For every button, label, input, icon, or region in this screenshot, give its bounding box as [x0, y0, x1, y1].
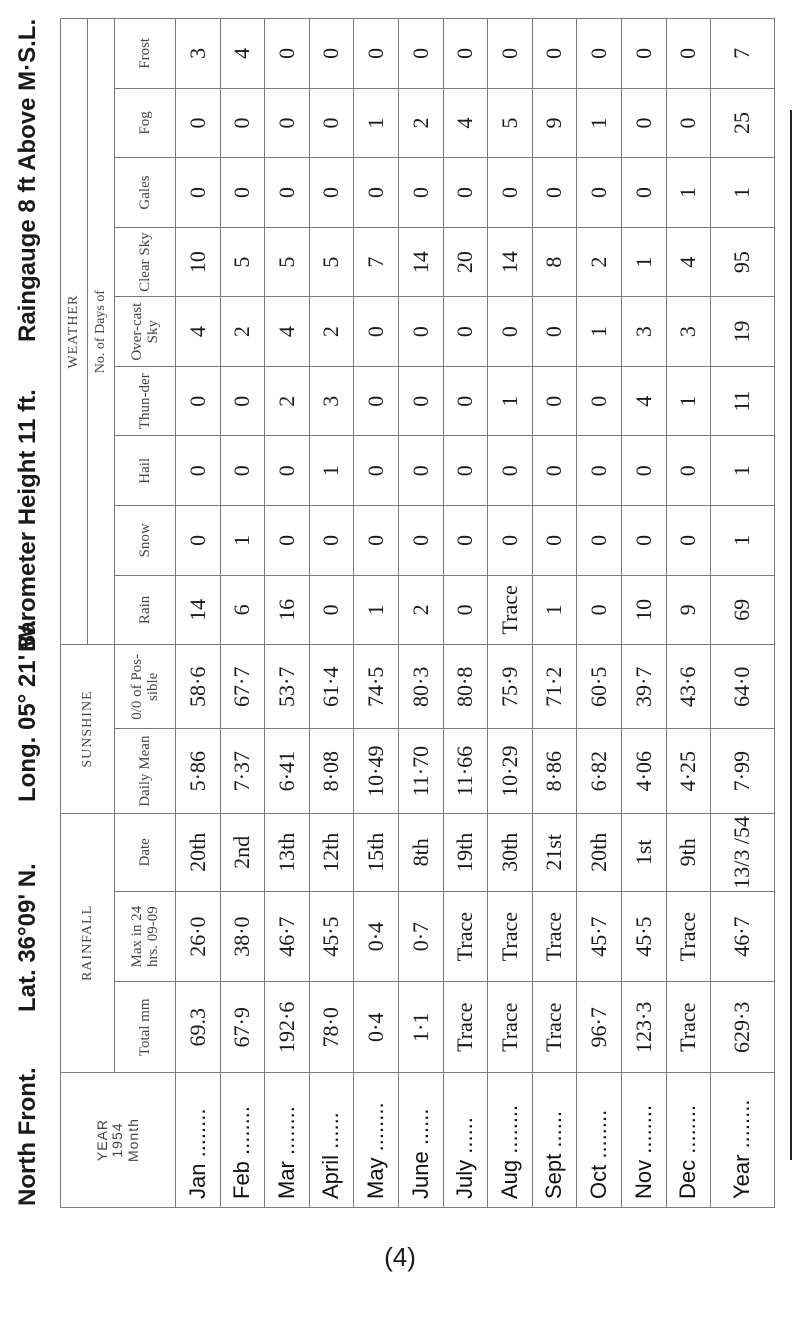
- cell-daily-mean: 10·29: [488, 729, 533, 813]
- cell-frost: 0: [265, 19, 310, 89]
- cell-date: 20th: [577, 813, 622, 891]
- cell-rain: 1: [354, 575, 399, 645]
- cell-pct-possible: 75·9: [488, 645, 533, 729]
- cell-gales: 0: [309, 158, 354, 228]
- cell-fog: 5: [488, 88, 533, 158]
- cell-gales: 1: [711, 158, 775, 228]
- year-month-header: [61, 1073, 176, 1208]
- cell-total: 192·6: [265, 982, 310, 1073]
- cell-overcast: 0: [532, 297, 577, 367]
- cell-total: 78·0: [309, 982, 354, 1073]
- cell-clear: 14: [398, 227, 443, 297]
- cell-pct-possible: 60·5: [577, 645, 622, 729]
- month-cell: April ......: [309, 1073, 354, 1208]
- month-cell: July ......: [443, 1073, 488, 1208]
- cell-rain: 2: [398, 575, 443, 645]
- cell-gales: 0: [220, 158, 265, 228]
- cell-pct-possible: 39·7: [621, 645, 666, 729]
- month-cell: Sept ......: [532, 1073, 577, 1208]
- cell-fog: 1: [577, 88, 622, 158]
- cell-fog: 25: [711, 88, 775, 158]
- cell-date: 2nd: [220, 813, 265, 891]
- cell-clear: 2: [577, 227, 622, 297]
- cell-hail: 0: [354, 436, 399, 506]
- cell-pct-possible: 80·8: [443, 645, 488, 729]
- cell-thunder: 0: [443, 366, 488, 436]
- cell-thunder: 11: [711, 366, 775, 436]
- cell-frost: 0: [309, 19, 354, 89]
- table-row: [666, 19, 711, 1208]
- col-pct-possible: 0/0 of Pos-sible: [115, 645, 176, 729]
- cell-snow: 0: [577, 506, 622, 576]
- cell-date: 19th: [443, 813, 488, 891]
- cell-clear: 4: [666, 227, 711, 297]
- cell-snow: 1: [711, 506, 775, 576]
- cell-hail: 1: [309, 436, 354, 506]
- cell-hail: 0: [532, 436, 577, 506]
- cell-max24: Trace: [488, 891, 533, 982]
- month-cell: Oct ........: [577, 1073, 622, 1208]
- cell-clear: 1: [621, 227, 666, 297]
- col-total: Total mm: [115, 982, 176, 1073]
- cell-frost: 0: [354, 19, 399, 89]
- cell-rain: Trace: [488, 575, 533, 645]
- cell-clear: 7: [354, 227, 399, 297]
- cell-date: 1st: [621, 813, 666, 891]
- cell-daily-mean: 7·99: [711, 729, 775, 813]
- col-thunder: Thun-der: [115, 366, 176, 436]
- cell-frost: 0: [621, 19, 666, 89]
- cell-thunder: 1: [488, 366, 533, 436]
- cell-clear: 5: [220, 227, 265, 297]
- cell-overcast: 0: [488, 297, 533, 367]
- cell-snow: 0: [488, 506, 533, 576]
- month-cell: Jan ........: [176, 1073, 221, 1208]
- right-border-rule: [790, 110, 792, 1160]
- cell-snow: 0: [176, 506, 221, 576]
- month-cell: June ......: [398, 1073, 443, 1208]
- cell-gales: 0: [176, 158, 221, 228]
- cell-snow: 0: [443, 506, 488, 576]
- cell-overcast: 1: [577, 297, 622, 367]
- cell-overcast: 0: [398, 297, 443, 367]
- cell-thunder: 0: [398, 366, 443, 436]
- weather-group: WEATHER: [61, 19, 88, 645]
- rotated-page: [0, 2, 800, 1212]
- cell-total: 0·4: [354, 982, 399, 1073]
- table-row: [354, 19, 399, 1208]
- month-cell: Year ........: [711, 1073, 775, 1208]
- cell-date: 9th: [666, 813, 711, 891]
- cell-frost: 0: [666, 19, 711, 89]
- cell-snow: 0: [666, 506, 711, 576]
- table-row: [532, 19, 577, 1208]
- table-row: [265, 19, 310, 1208]
- table-row: [621, 19, 666, 1208]
- cell-thunder: 2: [265, 366, 310, 436]
- month-cell: May ........: [354, 1073, 399, 1208]
- cell-total: 629·3: [711, 982, 775, 1073]
- cell-frost: 4: [220, 19, 265, 89]
- cell-snow: 0: [398, 506, 443, 576]
- cell-pct-possible: 71·2: [532, 645, 577, 729]
- cell-hail: 0: [577, 436, 622, 506]
- cell-rain: 9: [666, 575, 711, 645]
- cell-thunder: 0: [220, 366, 265, 436]
- station-header: [0, 2, 52, 1212]
- cell-total: 67·9: [220, 982, 265, 1073]
- cell-daily-mean: 8·86: [532, 729, 577, 813]
- cell-date: 30th: [488, 813, 533, 891]
- cell-rain: 16: [265, 575, 310, 645]
- cell-overcast: 0: [443, 297, 488, 367]
- cell-frost: 7: [711, 19, 775, 89]
- cell-fog: 0: [176, 88, 221, 158]
- col-snow: Snow: [115, 506, 176, 576]
- cell-max24: 45·5: [309, 891, 354, 982]
- cell-max24: 0·4: [354, 891, 399, 982]
- cell-max24: Trace: [666, 891, 711, 982]
- cell-hail: 0: [398, 436, 443, 506]
- month-cell: Mar ........: [265, 1073, 310, 1208]
- cell-date: 21st: [532, 813, 577, 891]
- cell-daily-mean: 8·08: [309, 729, 354, 813]
- cell-frost: 0: [443, 19, 488, 89]
- cell-pct-possible: 53·7: [265, 645, 310, 729]
- page-number: (4): [384, 1242, 416, 1272]
- cell-rain: 0: [443, 575, 488, 645]
- cell-date: 12th: [309, 813, 354, 891]
- sunshine-group: SUNSHINE: [61, 645, 115, 814]
- col-frost: Frost: [115, 19, 176, 89]
- cell-hail: 0: [265, 436, 310, 506]
- cell-thunder: 0: [176, 366, 221, 436]
- cell-hail: 0: [176, 436, 221, 506]
- table-row: [176, 19, 221, 1208]
- cell-hail: 0: [621, 436, 666, 506]
- cell-pct-possible: 58·6: [176, 645, 221, 729]
- longitude: Long. 05° 21' W.: [14, 619, 41, 802]
- month-label: Month: [124, 1118, 141, 1163]
- cell-overcast: 4: [176, 297, 221, 367]
- cell-date: 8th: [398, 813, 443, 891]
- cell-rain: 10: [621, 575, 666, 645]
- cell-overcast: 2: [309, 297, 354, 367]
- cell-clear: 14: [488, 227, 533, 297]
- cell-hail: 0: [220, 436, 265, 506]
- cell-gales: 0: [488, 158, 533, 228]
- cell-daily-mean: 7·37: [220, 729, 265, 813]
- cell-pct-possible: 67·7: [220, 645, 265, 729]
- cell-hail: 0: [443, 436, 488, 506]
- cell-fog: 0: [621, 88, 666, 158]
- cell-pct-possible: 43·6: [666, 645, 711, 729]
- cell-date: 13/3 /54: [711, 813, 775, 891]
- cell-total: 123·3: [621, 982, 666, 1073]
- col-gales: Gales: [115, 158, 176, 228]
- cell-gales: 0: [265, 158, 310, 228]
- table-row: [220, 19, 265, 1208]
- cell-pct-possible: 64·0: [711, 645, 775, 729]
- latitude: Lat. 36°09' N.: [14, 863, 41, 1012]
- cell-daily-mean: 6·82: [577, 729, 622, 813]
- days-of-subheader: No. of Days of: [88, 19, 115, 645]
- cell-daily-mean: 6·41: [265, 729, 310, 813]
- table-row: [577, 19, 622, 1208]
- cell-hail: 1: [711, 436, 775, 506]
- month-cell: Aug ........: [488, 1073, 533, 1208]
- cell-fog: 0: [220, 88, 265, 158]
- cell-hail: 0: [666, 436, 711, 506]
- col-rain: Rain: [115, 575, 176, 645]
- cell-snow: 0: [265, 506, 310, 576]
- table-row: [398, 19, 443, 1208]
- cell-fog: 1: [354, 88, 399, 158]
- col-hail: Hail: [115, 436, 176, 506]
- cell-total: Trace: [488, 982, 533, 1073]
- cell-overcast: 19: [711, 297, 775, 367]
- cell-total: Trace: [443, 982, 488, 1073]
- cell-frost: 3: [176, 19, 221, 89]
- cell-snow: 1: [220, 506, 265, 576]
- cell-fog: 0: [265, 88, 310, 158]
- cell-fog: 9: [532, 88, 577, 158]
- cell-fog: 2: [398, 88, 443, 158]
- rainfall-group: RAINFALL: [61, 813, 115, 1072]
- cell-max24: 38·0: [220, 891, 265, 982]
- cell-rain: 69: [711, 575, 775, 645]
- barometer-height: Barometer Height 11 ft.: [14, 389, 41, 652]
- cell-date: 20th: [176, 813, 221, 891]
- col-max24: Max in 24 hrs. 09-09: [115, 891, 176, 982]
- cell-fog: 0: [309, 88, 354, 158]
- cell-snow: 0: [532, 506, 577, 576]
- cell-overcast: 4: [265, 297, 310, 367]
- cell-clear: 5: [265, 227, 310, 297]
- cell-gales: 0: [398, 158, 443, 228]
- cell-gales: 0: [443, 158, 488, 228]
- cell-daily-mean: 4·06: [621, 729, 666, 813]
- cell-overcast: 3: [666, 297, 711, 367]
- cell-clear: 5: [309, 227, 354, 297]
- month-cell: Dec ........: [666, 1073, 711, 1208]
- cell-gales: 0: [354, 158, 399, 228]
- raingauge-height: Raingauge 8 ft Above M·S.L.: [14, 18, 41, 342]
- cell-pct-possible: 61·4: [309, 645, 354, 729]
- cell-frost: 0: [398, 19, 443, 89]
- cell-total: 1·1: [398, 982, 443, 1073]
- cell-rain: 14: [176, 575, 221, 645]
- weather-table: [60, 18, 775, 1208]
- cell-snow: 0: [309, 506, 354, 576]
- cell-thunder: 0: [532, 366, 577, 436]
- cell-max24: 26·0: [176, 891, 221, 982]
- cell-frost: 0: [488, 19, 533, 89]
- cell-max24: Trace: [443, 891, 488, 982]
- cell-thunder: 4: [621, 366, 666, 436]
- cell-daily-mean: 11·70: [398, 729, 443, 813]
- cell-total: 69.3: [176, 982, 221, 1073]
- month-cell: Nov ........: [621, 1073, 666, 1208]
- table-row: [309, 19, 354, 1208]
- cell-pct-possible: 80·3: [398, 645, 443, 729]
- cell-clear: 20: [443, 227, 488, 297]
- cell-daily-mean: 10·49: [354, 729, 399, 813]
- cell-rain: 6: [220, 575, 265, 645]
- cell-hail: 0: [488, 436, 533, 506]
- cell-thunder: 1: [666, 366, 711, 436]
- cell-thunder: 0: [577, 366, 622, 436]
- cell-thunder: 3: [309, 366, 354, 436]
- cell-rain: 1: [532, 575, 577, 645]
- year-value: 1954: [109, 1122, 126, 1158]
- cell-date: 13th: [265, 813, 310, 891]
- cell-pct-possible: 74·5: [354, 645, 399, 729]
- cell-overcast: 3: [621, 297, 666, 367]
- cell-frost: 0: [532, 19, 577, 89]
- col-clear: Clear Sky: [115, 227, 176, 297]
- cell-snow: 0: [354, 506, 399, 576]
- table-row: [488, 19, 533, 1208]
- cell-overcast: 0: [354, 297, 399, 367]
- cell-max24: Trace: [532, 891, 577, 982]
- cell-max24: 46·7: [265, 891, 310, 982]
- cell-snow: 0: [621, 506, 666, 576]
- cell-rain: 0: [577, 575, 622, 645]
- cell-gales: 0: [621, 158, 666, 228]
- cell-clear: 10: [176, 227, 221, 297]
- cell-gales: 0: [532, 158, 577, 228]
- year-label: YEAR: [93, 1118, 110, 1162]
- cell-daily-mean: 4·25: [666, 729, 711, 813]
- month-cell: Feb ........: [220, 1073, 265, 1208]
- cell-max24: 46·7: [711, 891, 775, 982]
- year-total-row: [711, 19, 775, 1208]
- cell-max24: 45·7: [577, 891, 622, 982]
- station-name: North Front.: [14, 1067, 41, 1206]
- cell-thunder: 0: [354, 366, 399, 436]
- table-row: [443, 19, 488, 1208]
- cell-total: Trace: [666, 982, 711, 1073]
- table-body: [176, 19, 775, 1208]
- col-overcast: Over-cast Sky: [115, 297, 176, 367]
- cell-total: Trace: [532, 982, 577, 1073]
- cell-overcast: 2: [220, 297, 265, 367]
- cell-clear: 95: [711, 227, 775, 297]
- cell-gales: 1: [666, 158, 711, 228]
- cell-rain: 0: [309, 575, 354, 645]
- cell-total: 96·7: [577, 982, 622, 1073]
- cell-fog: 4: [443, 88, 488, 158]
- cell-daily-mean: 11·66: [443, 729, 488, 813]
- col-fog: Fog: [115, 88, 176, 158]
- cell-max24: 45·5: [621, 891, 666, 982]
- cell-daily-mean: 5·86: [176, 729, 221, 813]
- cell-gales: 0: [577, 158, 622, 228]
- cell-frost: 0: [577, 19, 622, 89]
- cell-max24: 0·7: [398, 891, 443, 982]
- col-daily-mean: Daily Mean: [115, 729, 176, 813]
- cell-fog: 0: [666, 88, 711, 158]
- cell-date: 15th: [354, 813, 399, 891]
- col-date: Date: [115, 813, 176, 891]
- cell-clear: 8: [532, 227, 577, 297]
